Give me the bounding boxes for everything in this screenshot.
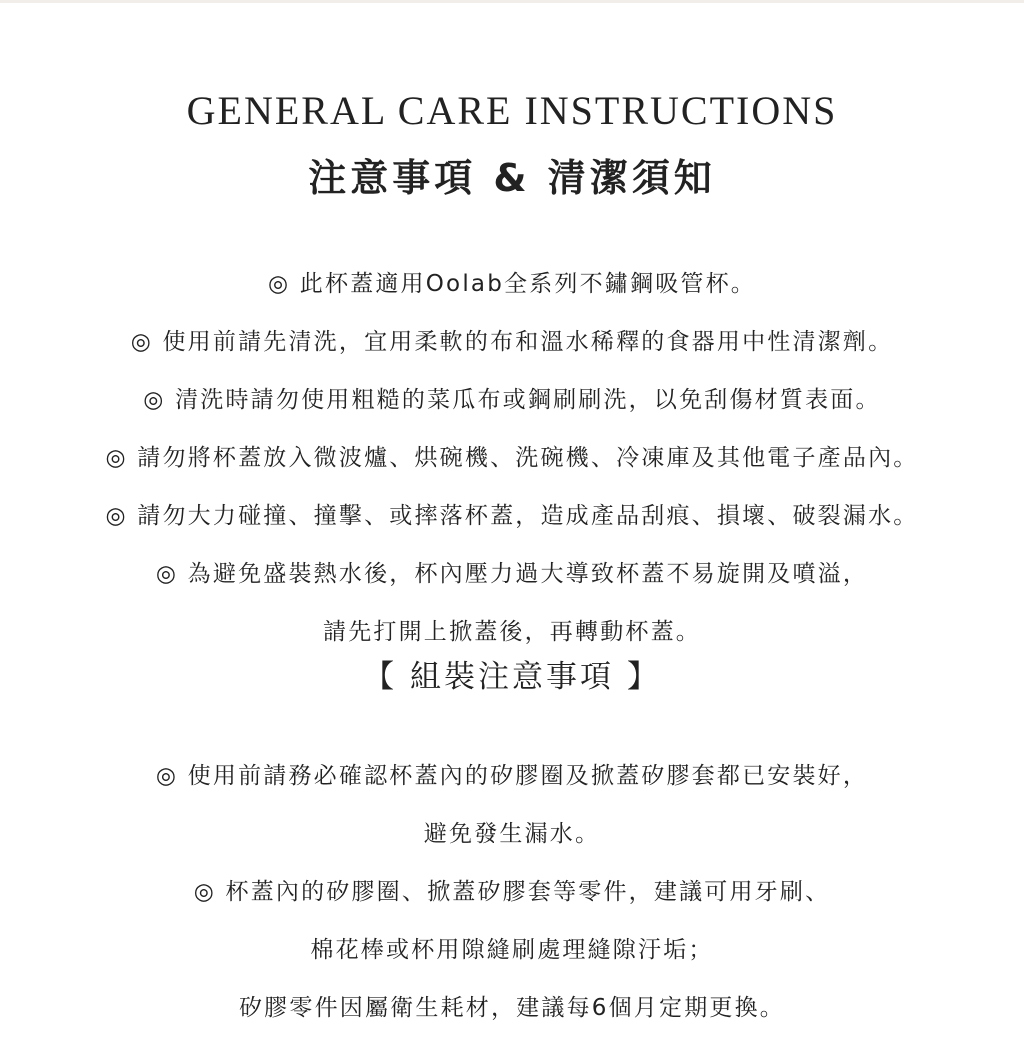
assembly-line: 矽膠零件因屬衛生耗材，建議每6個月定期更換。: [238, 995, 786, 1021]
assembly-line: ◎ 杯蓋內的矽膠圈、掀蓋矽膠套等零件，建議可用牙刷、: [193, 879, 831, 905]
assembly-line: 避免發生漏水。: [423, 821, 601, 847]
assembly-section-title: 【 組裝注意事項 】: [363, 659, 661, 695]
assembly-line: 棉花棒或杯用隙縫刷處理縫隙汙垢；: [310, 937, 714, 963]
care-line: ◎ 使用前請先清洗，宜用柔軟的布和溫水稀釋的食器用中性清潔劑。: [130, 329, 894, 355]
page-title-chinese: 注意事項 & 清潔須知: [308, 156, 716, 200]
assembly-instructions-list: [0, 747, 1024, 1037]
page-title-english: GENERAL CARE INSTRUCTIONS: [186, 88, 838, 133]
care-line: ◎ 此杯蓋適用Oolab全系列不鏽鋼吸管杯。: [267, 271, 757, 297]
care-line: ◎ 清洗時請勿使用粗糙的菜瓜布或鋼刷刷洗，以免刮傷材質表面。: [143, 387, 881, 413]
top-divider: [0, 0, 1024, 3]
care-instructions-list: [0, 255, 1024, 661]
care-line: 請先打開上掀蓋後，再轉動杯蓋。: [323, 619, 701, 645]
assembly-line: ◎ 使用前請務必確認杯蓋內的矽膠圈及掀蓋矽膠套都已安裝好，: [155, 763, 869, 789]
care-line: ◎ 為避免盛裝熱水後，杯內壓力過大導致杯蓋不易旋開及噴溢，: [155, 561, 869, 587]
care-line: ◎ 請勿將杯蓋放入微波爐、烘碗機、洗碗機、冷凍庫及其他電子產品內。: [105, 445, 919, 471]
care-line: ◎ 請勿大力碰撞、撞擊、或摔落杯蓋，造成產品刮痕、損壞、破裂漏水。: [105, 503, 919, 529]
